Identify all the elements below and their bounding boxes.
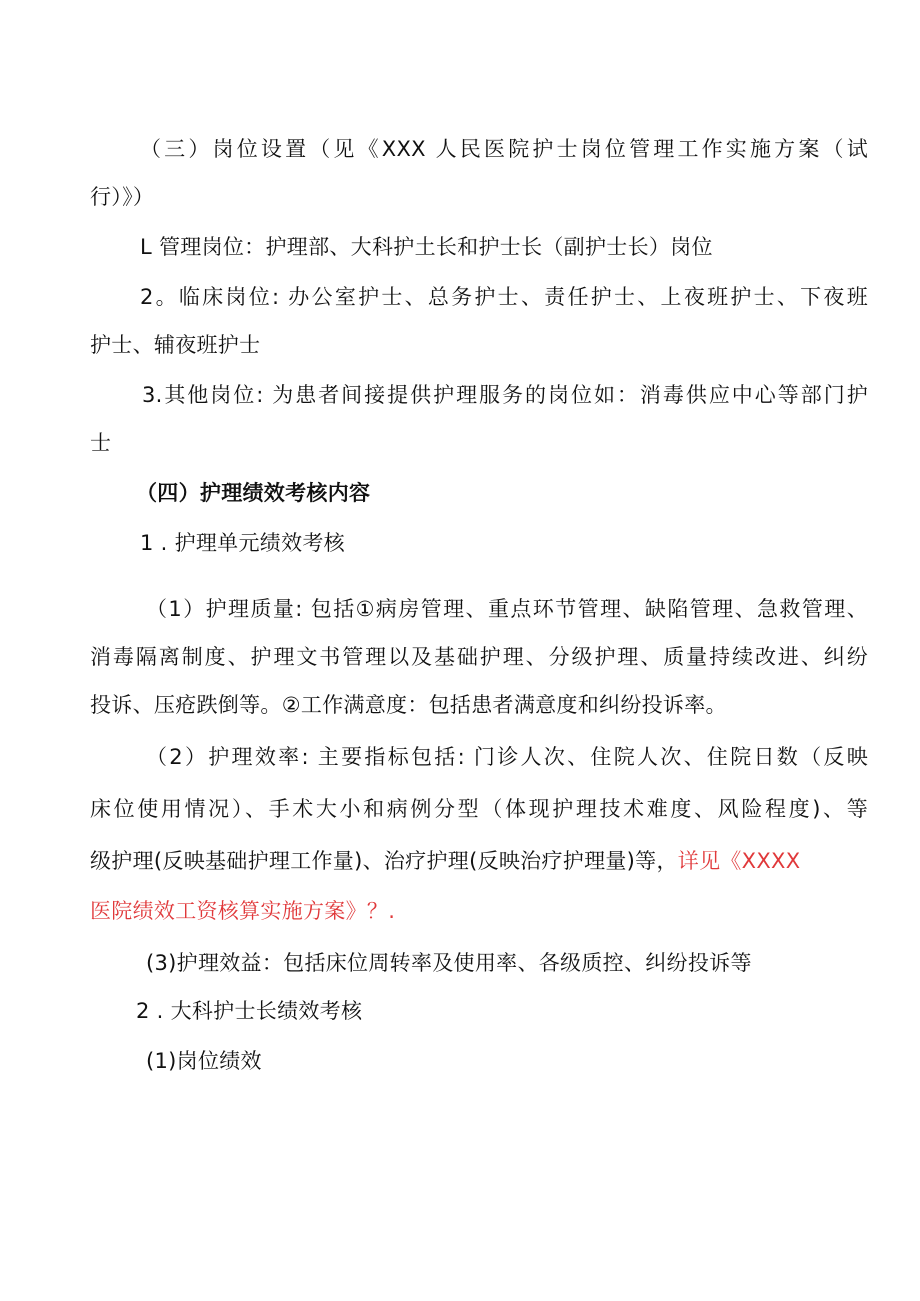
quality-line1: （1）护理质量: 包括①病房管理、重点环节管理、缺陷管理、急救管理、: [146, 597, 868, 621]
sub1-heading: 1 . 护理单元绩效考核: [140, 531, 345, 555]
item-clinical-line1: 2。临床岗位: 办公室护士、总务护士、责任护士、上夜班护士、下夜班: [140, 285, 868, 309]
efficiency-line1: （2）护理效率: 主要指标包括: 门诊人次、住院人次、住院日数（反映: [146, 745, 868, 769]
efficiency-link-start: 详见《XXXX: [677, 849, 801, 873]
efficiency-line3-text: 级护理(反映基础护理工作量)、治疗护理(反映治疗护理量)等，: [90, 849, 678, 873]
section4-heading: （四）护理绩效考核内容: [136, 481, 371, 505]
item-other-line2: 士: [90, 431, 112, 455]
section3-heading-line1: （三）岗位设置（见《XXX 人民医院护士岗位管理工作实施方案（试: [140, 137, 868, 161]
efficiency-line3: [90, 846, 868, 876]
quality-line2: 消毒隔离制度、护理文书管理以及基础护理、分级护理、质量持续改进、纠纷: [90, 645, 868, 669]
item-clinical-line2: 护士、辅夜班护士: [90, 333, 261, 357]
item-other-line1: 3.其他岗位: 为患者间接提供护理服务的岗位如：消毒供应中心等部门护: [142, 383, 868, 407]
efficiency-line2: 床位使用情况）、手术大小和病例分型（体现护理技术难度、风险程度)、等: [90, 797, 868, 821]
item-management: L 管理岗位：护理部、大科护土长和护士长（副护士长）岗位: [140, 235, 713, 259]
post-performance: (1)岗位绩效: [146, 1049, 262, 1073]
efficiency-line4: 医院绩效工资核算实施方案》？.: [90, 899, 396, 923]
quality-line3: 投诉、压疮跌倒等。②工作满意度：包括患者满意度和纠纷投诉率。: [90, 693, 727, 717]
benefit-line: (3)护理效益：包括床位周转率及使用率、各级质控、纠纷投诉等: [146, 951, 752, 975]
sub2-heading: 2 . 大科护士长绩效考核: [136, 999, 363, 1023]
section3-heading-line2: 行）》）: [90, 185, 155, 209]
